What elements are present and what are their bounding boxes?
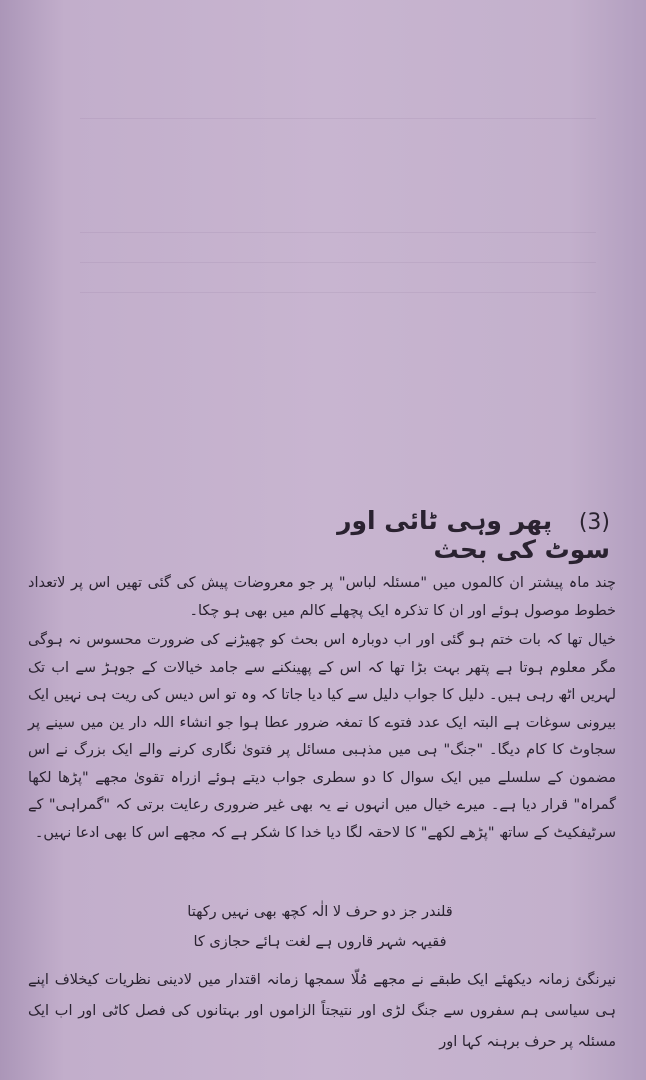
chapter-number: (3) xyxy=(578,510,610,535)
verse-line-2: فقیہہ شہر قاروں ہے لغت ہائے حجازی کا xyxy=(193,934,447,950)
chapter-heading xyxy=(270,506,610,564)
bleed-through-line xyxy=(80,292,596,293)
verse-line-1: قلندر جز دو حرف لا الٰہ کچھ بھی نہیں رکھتا xyxy=(187,904,453,920)
closing-paragraph: نیرنگئ زمانہ دیکھئے ایک طبقے نے مجھے مُلّا سمجھا زمانہ اقتدار میں لادینی نظریات کیخلاف اپنے ہی سیاسی ہم سفروں سے جنگ لڑی اور نتیجتاً الزاموں اور بہتانوں کی فصل کاٹی اور اب ایک مسئلہ پر حرف برہنہ کہا اور xyxy=(28,972,616,1050)
paragraph: خیال تھا کہ بات ختم ہو گئی اور اب دوبارہ اس بحث کو چھیڑنے کی ضرورت محسوس نہ ہوگی مگر معلوم ہوتا ہے پتھر بہت بڑا تھا کہ اس کے پھینکنے سے جامد خیالات کے جوہڑ سے اب تک لہریں اٹھ رہی ہیں۔ دلیل کا جواب دلیل سے کیا دیا جاتا کہ وہ تو اس دیس کی ریت ہی نہیں ایک بیرونی سوغات ہے البتہ ایک عدد فتوے کا تمغہ ضرور عطا ہوا جو انشاء اللہ دار ین میں سینے پر سجاوٹ کا کام دیگا۔ "جنگ" ہی میں مذہبی مسائل پر فتویٰ نگاری کرنے والے ایک بزرگ نے اس مضمون کے سلسلے میں ایک سوال کا دو سطری جواب دیتے ہوئے ازراہ تقویٰ مجھے "پڑھا لکھا گمراہ" قرار دیا ہے۔ میرے خیال میں انہوں نے یہ بھی غیر ضروری رعایت برتی کہ "گمراہی" کے سرٹیفکیٹ کے ساتھ "پڑھے لکھے" کا لاحقہ لگا دیا خدا کا شکر ہے کہ مجھے اس کا بھی ادعا نہیں۔ xyxy=(28,632,616,841)
body-text xyxy=(28,570,616,849)
chapter-title: پھر وہی ٹائی اور سوٹ کی بحث xyxy=(337,506,610,564)
bleed-through-line xyxy=(80,262,596,263)
bleed-through-line xyxy=(80,118,596,119)
bleed-through-line xyxy=(80,232,596,233)
paragraph: چند ماہ پیشتر ان کالموں میں "مسئلہ لباس" پر جو معروضات پیش کی گئی تھیں اس پر لاتعداد خطوط موصول ہوئے اور ان کا تذکرہ ایک پچھلے کالم میں بھی ہو چکا۔ xyxy=(28,575,616,619)
